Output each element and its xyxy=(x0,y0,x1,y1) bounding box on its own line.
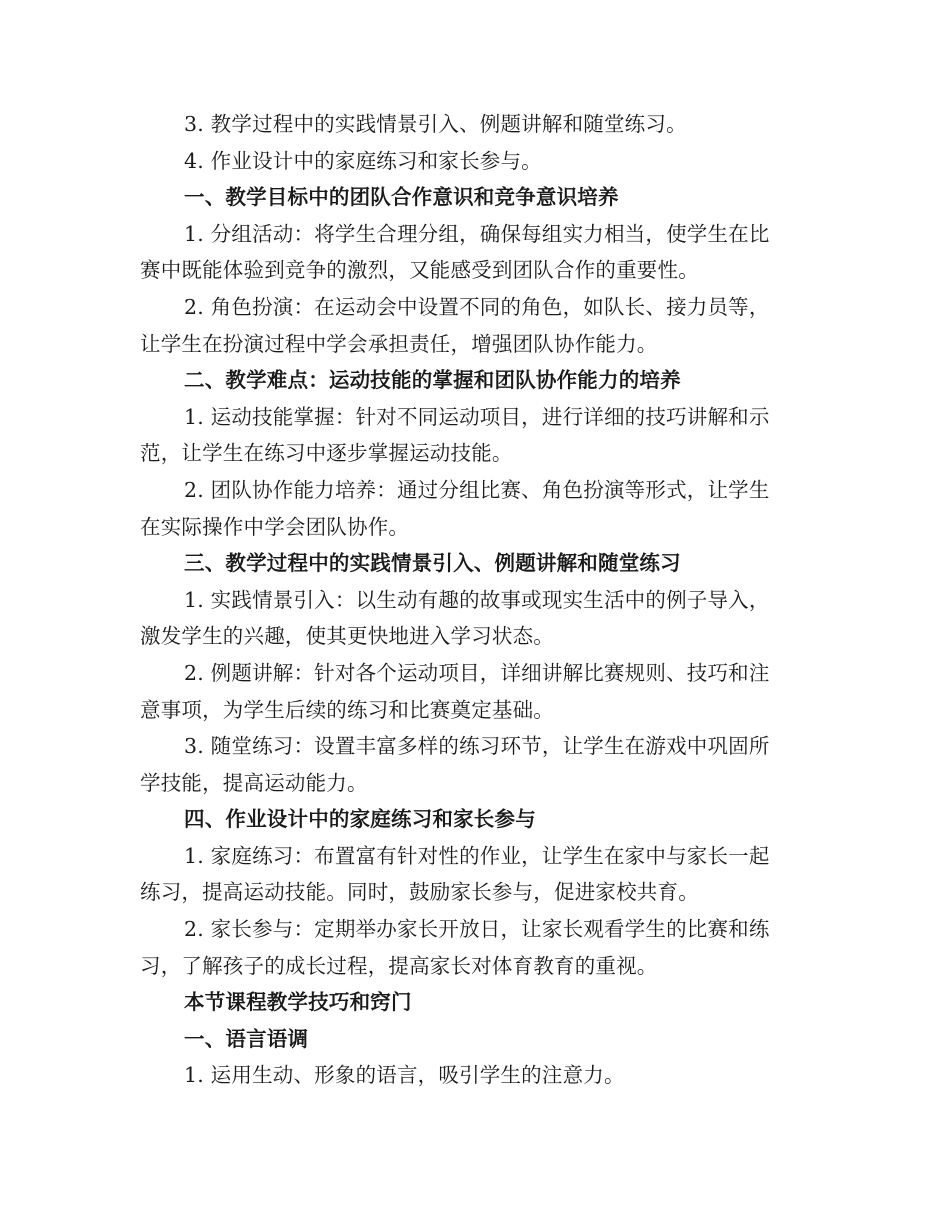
paragraph-line: 练习，提高运动技能。同时，鼓励家长参与，促进家校共育。 xyxy=(140,880,699,905)
paragraph-line: 让学生在扮演过程中学会承担责任，增强团队协作能力。 xyxy=(140,331,658,356)
paragraph-line: 在实际操作中学会团队协作。 xyxy=(140,514,410,539)
paragraph-line: 2. 例题讲解：针对各个运动项目，详细讲解比赛规则、技巧和注 xyxy=(184,660,770,685)
section-heading-1: 一、教学目标中的团队合作意识和竞争意识培养 xyxy=(184,185,619,210)
section-heading-2: 二、教学难点：运动技能的掌握和团队协作能力的培养 xyxy=(184,368,681,393)
document-body xyxy=(140,106,808,1094)
section-heading-4: 四、作业设计中的家庭练习和家长参与 xyxy=(184,807,536,832)
paragraph-line: 2. 角色扮演：在运动会中设置不同的角色，如队长、接力员等， xyxy=(184,294,770,319)
paragraph-line: 范，让学生在练习中逐步掌握运动技能。 xyxy=(140,441,513,466)
paragraph-line: 1. 分组活动：将学生合理分组，确保每组实力相当，使学生在比 xyxy=(184,221,770,246)
paragraph-line: 赛中既能体验到竞争的激烈，又能感受到团队合作的重要性。 xyxy=(140,258,699,283)
paragraph-line: 1. 家庭练习：布置富有针对性的作业，让学生在家中与家长一起 xyxy=(184,843,770,868)
paragraph-line: 2. 团队协作能力培养：通过分组比赛、角色扮演等形式，让学生 xyxy=(184,477,770,502)
section-heading-tips: 本节课程教学技巧和窍门 xyxy=(184,990,412,1015)
paragraph-line: 2. 家长参与：定期举办家长开放日，让家长观看学生的比赛和练 xyxy=(184,917,770,942)
list-item-3: 3. 教学过程中的实践情景引入、例题讲解和随堂练习。 xyxy=(184,112,687,136)
paragraph-line: 习，了解孩子的成长过程，提高家长对体育教育的重视。 xyxy=(140,953,658,978)
paragraph-line: 意事项，为学生后续的练习和比赛奠定基础。 xyxy=(140,697,554,722)
subsection-heading-language: 一、语言语调 xyxy=(184,1026,309,1051)
paragraph-line: 1. 运动技能掌握：针对不同运动项目，进行详细的技巧讲解和示 xyxy=(184,404,770,429)
paragraph-line: 学技能，提高运动能力。 xyxy=(140,770,368,795)
paragraph-line: 3. 随堂练习：设置丰富多样的练习环节，让学生在游戏中巩固所 xyxy=(184,734,770,759)
paragraph-line: 1. 实践情景引入：以生动有趣的故事或现实生活中的例子导入， xyxy=(184,587,770,612)
section-heading-3: 三、教学过程中的实践情景引入、例题讲解和随堂练习 xyxy=(184,551,681,576)
paragraph-line: 激发学生的兴趣，使其更快地进入学习状态。 xyxy=(140,624,554,649)
paragraph-line: 1. 运用生动、形象的语言，吸引学生的注意力。 xyxy=(184,1063,625,1088)
list-item-4: 4. 作业设计中的家庭练习和家长参与。 xyxy=(184,148,542,173)
